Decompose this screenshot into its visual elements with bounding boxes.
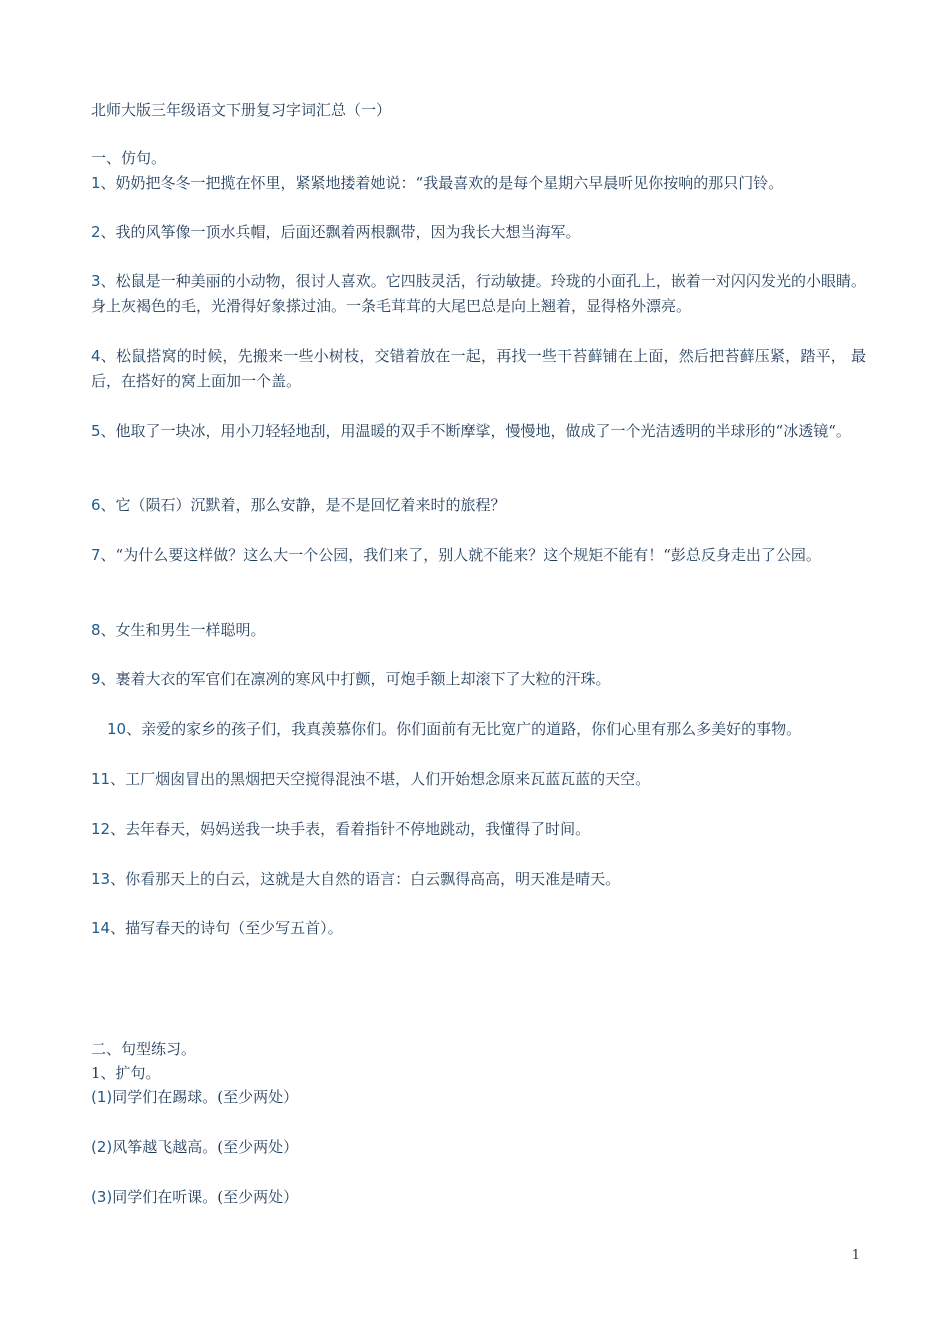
item-text: 、你看那天上的白云，这就是大自然的语言：白云飘得高高，明天准是晴天。 [110,870,621,888]
item-number: 11 [91,770,111,788]
exercise-item [91,220,866,245]
item-text: 、松鼠是一种美丽的小动物，很讨人喜欢。它四肢灵活，行动敏捷。玲珑的小面孔上，嵌着一对闪闪发光的小眼睛。身上灰褐色的毛，光滑得好象搽过油。一条毛茸茸的大尾巴总是向上翘着，显得格外漂亮。 [91,272,866,315]
expand-sentence-item [91,1185,866,1210]
item-text: 、他取了一块冰，用小刀轻轻地刮，用温暖的双手不断摩挲，慢慢地，做成了一个光洁透明的半球形的“冰透镜“。 [100,422,851,440]
item-number: (3) [91,1188,113,1206]
expand-sentence-item [91,1135,866,1160]
item-number: 12 [91,820,111,838]
item-number: (2) [91,1138,113,1156]
item-text: 、它（陨石）沉默着，那么安静，是不是回忆着来时的旅程？ [100,496,506,514]
document-title: 北师大版三年级语文下册复习字词汇总（一） [91,101,392,119]
section-1-heading: 一、仿句。 [91,149,167,167]
item-number: 13 [91,870,111,888]
item-number: 1 [91,174,101,192]
section-2-subheading: 1、扩句。 [91,1064,161,1082]
exercise-item [91,269,866,319]
item-text: 、裹着大衣的军官们在凛冽的寒风中打颤，可炮手额上却滚下了大粒的汗珠。 [100,670,611,688]
item-text: 、工厂烟囱冒出的黑烟把天空搅得混浊不堪，人们开始想念原来瓦蓝瓦蓝的天空。 [110,770,651,788]
item-text: 、奶奶把冬冬一把揽在怀里，紧紧地搂着她说：“我最喜欢的是每个星期六早晨听见你按响的那只门铃。 [100,174,784,192]
item-text: 同学们在听课。(至少两处） [112,1188,299,1206]
item-text: 、亲爱的家乡的孩子们，我真羡慕你们。你们面前有无比宽广的道路，你们心里有那么多美好的事物。 [126,720,802,738]
item-number: 3 [91,272,101,290]
item-text: 、女生和男生一样聪明。 [100,621,266,639]
item-text: 、描写春天的诗句（至少写五首）。 [110,919,343,937]
exercise-item [91,767,866,792]
item-number: 8 [91,621,101,639]
item-text: 、我的风筝像一顶水兵帽，后面还飘着两根飘带，因为我长大想当海军。 [100,223,581,241]
item-number: 4 [91,347,101,365]
exercise-item [91,817,866,842]
exercise-item [91,171,866,196]
section-2-heading: 二、句型练习。 [91,1040,197,1058]
exercise-item [91,493,866,518]
item-number: (1) [91,1088,113,1106]
item-text: 风筝越飞越高。(至少两处） [112,1138,299,1156]
item-text: 、“为什么要这样做？这么大一个公园，我们来了，别人就不能来？这个规矩不能有！“彭总反身走出了公园。 [100,546,821,564]
exercise-item [91,344,866,394]
item-number: 2 [91,223,101,241]
item-text: 、去年春天，妈妈送我一块手表，看着指针不停地跳动，我懂得了时间。 [110,820,591,838]
exercise-item [91,916,866,941]
page-number: 1 [851,1248,860,1263]
expand-sentence-item [91,1085,866,1110]
exercise-item [91,618,866,643]
item-number: 6 [91,496,101,514]
item-number: 10 [107,720,127,738]
item-text: 、松鼠搭窝的时候，先搬来一些小树枝，交错着放在一起，再找一些干苔藓铺在上面，然后把苔藓压紧，踏平， 最后，在搭好的窝上面加一个盖。 [91,347,866,390]
exercise-item [107,717,867,742]
item-number: 9 [91,670,101,688]
item-number: 14 [91,919,111,937]
item-number: 5 [91,422,101,440]
item-number: 7 [91,546,101,564]
exercise-item [91,667,866,692]
exercise-item [91,543,866,568]
item-text: 同学们在踢球。(至少两处） [112,1088,299,1106]
exercise-item [91,419,866,444]
exercise-item [91,867,866,892]
